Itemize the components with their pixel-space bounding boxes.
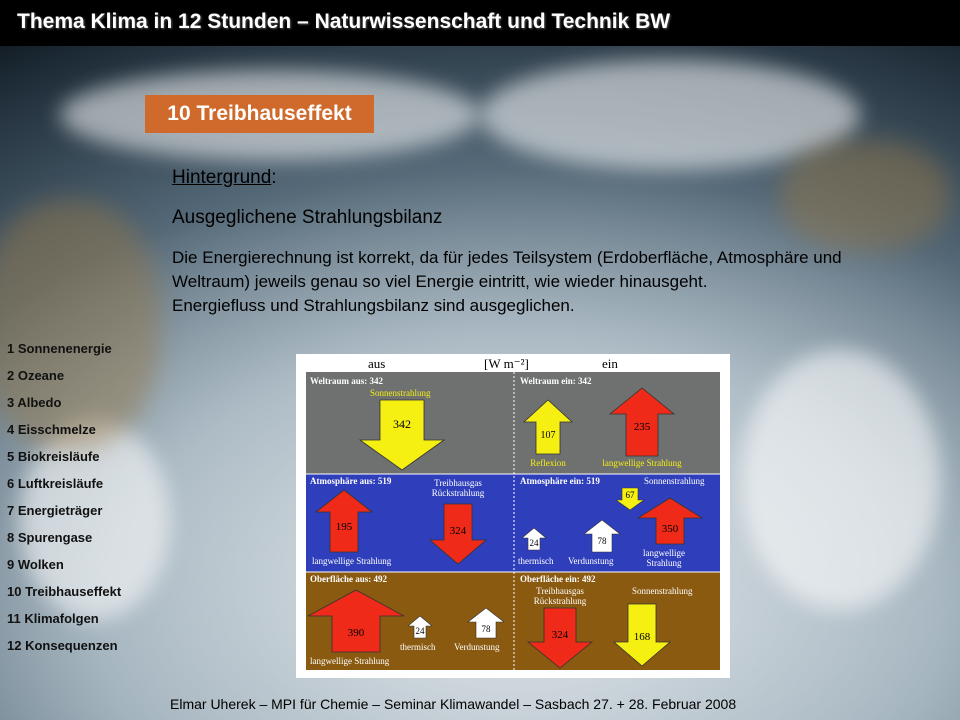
- surface-longwave-value: 390: [347, 627, 365, 639]
- nav-item-ozeane[interactable]: 2 Ozeane: [7, 368, 65, 383]
- nav-item-spurengase[interactable]: 8 Spurengase: [7, 530, 93, 545]
- nav-item-biokreislaeufe[interactable]: 5 Biokreisläufe: [7, 449, 100, 464]
- surface-in-label: Oberfläche ein: 492: [520, 574, 596, 584]
- land-decoration: [780, 140, 950, 250]
- heading-underlined: Hintergrund: [172, 167, 272, 188]
- space-longwave-label: langwellige Strahlung: [602, 458, 682, 468]
- atm-in-label: Atmosphäre ein: 519: [520, 476, 600, 486]
- nav-item-albedo[interactable]: 3 Albedo: [7, 395, 62, 410]
- surface-evap-label: Verdunstung: [454, 642, 500, 652]
- atm-longwave-in-value: 350: [661, 523, 679, 535]
- atm-solar-label: Sonnenstrahlung: [644, 476, 705, 486]
- atm-solar-value: 67: [625, 490, 635, 500]
- space-solar-label: Sonnenstrahlung: [370, 388, 431, 398]
- section-badge: 10 Treibhauseffekt: [145, 95, 374, 133]
- atm-thermal-label: thermisch: [518, 556, 554, 566]
- energy-balance-diagram: [296, 354, 730, 678]
- space-in-label: Weltraum ein: 342: [520, 376, 592, 386]
- atm-thermal-value: 24: [529, 538, 539, 548]
- paragraph-1: Die Energierechnung ist korrekt, da für jedes Teilsystem (Erdoberfläche, Atmosphäre und Weltraum) jeweils genau so viel Energie eintritt, wie wieder hinausgeht.: [172, 248, 842, 291]
- nav-item-eisschmelze[interactable]: 4 Eisschmelze: [7, 422, 96, 437]
- cloud-decoration: [740, 350, 940, 610]
- surface-backrad-label-1: Treibhausgas: [536, 586, 584, 596]
- subheading: Ausgeglichene Strahlungsbilanz: [172, 207, 443, 228]
- surface-out-label: Oberfläche aus: 492: [310, 574, 387, 584]
- reflexion-label: Reflexion: [530, 458, 566, 468]
- surface-thermal-value: 24: [415, 626, 425, 636]
- reflexion-value: 107: [540, 430, 556, 441]
- surface-evap-value: 78: [481, 624, 491, 634]
- heading: [172, 167, 277, 189]
- atm-longwave-in-label-1: langwellige: [643, 548, 685, 558]
- footer-credit: Elmar Uherek – MPI für Chemie – Seminar Klimawandel – Sasbach 27. + 28. Februar 2008: [170, 696, 737, 712]
- nav-item-energietraeger[interactable]: 7 Energieträger: [7, 503, 103, 518]
- atm-backrad-label-2: Rückstrahlung: [431, 488, 485, 498]
- body-text: [172, 246, 912, 318]
- title-bar: [0, 0, 960, 46]
- atm-backrad-value: 324: [449, 525, 467, 537]
- surface-backrad-value: 324: [551, 629, 569, 641]
- atm-evap-value: 78: [597, 536, 607, 546]
- atm-evap-label: Verdunstung: [568, 556, 614, 566]
- atm-longwave-out-label: langwellige Strahlung: [312, 556, 392, 566]
- energy-balance-svg: [296, 354, 730, 678]
- space-out-label: Weltraum aus: 342: [310, 376, 383, 386]
- nav-item-klimafolgen[interactable]: 11 Klimafolgen: [7, 611, 99, 626]
- space-solar-value: 342: [393, 417, 411, 431]
- surface-solar-value: 168: [633, 631, 651, 643]
- heading-colon: :: [271, 167, 277, 188]
- surface-solar-label: Sonnenstrahlung: [632, 586, 693, 596]
- space-longwave-value: 235: [633, 421, 651, 433]
- atm-backrad-label-1: Treibhausgas: [434, 478, 482, 488]
- nav-item-treibhauseffekt[interactable]: 10 Treibhauseffekt: [7, 584, 122, 599]
- nav-item-sonnenenergie[interactable]: 1 Sonnenenergie: [7, 341, 112, 356]
- nav-item-wolken[interactable]: 9 Wolken: [7, 557, 64, 572]
- nav-item-konsequenzen[interactable]: 12 Konsequenzen: [7, 638, 118, 653]
- atm-out-label: Atmosphäre aus: 519: [310, 476, 392, 486]
- paragraph-2: Energiefluss und Strahlungsbilanz sind ausgeglichen.: [172, 296, 575, 315]
- surface-thermal-label: thermisch: [400, 642, 436, 652]
- nav-item-luftkreislaeufe[interactable]: 6 Luftkreisläufe: [7, 476, 104, 491]
- column-out-label: aus: [368, 356, 386, 371]
- atm-longwave-in-label-2: Strahlung: [646, 558, 682, 568]
- unit-label: [W m⁻²]: [484, 356, 529, 371]
- atm-longwave-out-value: 195: [335, 521, 353, 533]
- chapter-nav: [4, 340, 146, 664]
- surface-longwave-label: langwellige Strahlung: [310, 656, 390, 666]
- page-title: Thema Klima in 12 Stunden – Naturwissenschaft und Technik BW: [17, 10, 671, 33]
- surface-backrad-label-2: Rückstrahlung: [533, 596, 587, 606]
- column-in-label: ein: [602, 356, 618, 371]
